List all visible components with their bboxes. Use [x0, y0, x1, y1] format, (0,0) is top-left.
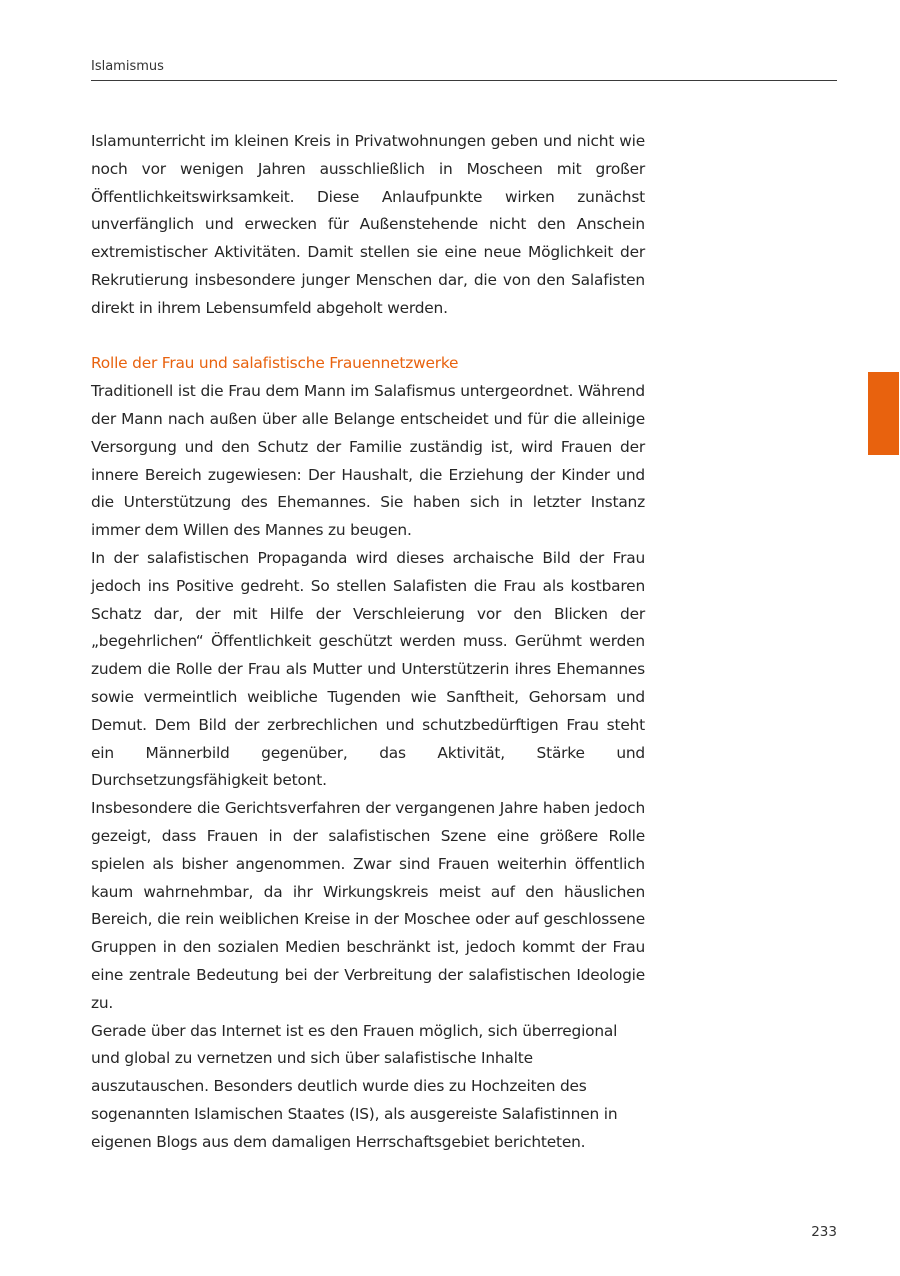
body-text — [91, 128, 645, 1156]
paragraph-internet-networks: Gerade über das Internet ist es den Frauen möglich, sich überregional und global zu vernetzen und sich über salafistische Inhalte auszutauschen. Besonders deutlich wurde dies zu Hochzeiten des sogenannten Islamischen Staates (IS), als ausgereiste Salafistinnen in eigenen Blogs aus dem damaligen Herrschaftsgebiet berichteten. — [91, 1021, 618, 1151]
paragraph-propaganda: In der salafistischen Propaganda wird dieses archaische Bild der Frau jedoch ins Positive gedreht. So stellen Salafisten die Frau als kostbaren Schatz dar, der mit Hilfe der Verschleierung vor den Blicken der „begehrlichen“ Öffentlichkeit geschützt werden muss. Gerühmt werden zudem die Rolle der Frau als Mutter und Unterstützerin ihres Ehemannes sowie vermeintlich weibliche Tugenden wie Sanftheit, Gehorsam und Demut. Dem Bild der zerbrechlichen und schutzbedürftigen Frau steht ein Männerbild gegenüber, das Aktivität, Stärke und Durchsetzungsfähigkeit betont. — [91, 548, 645, 790]
intro-paragraph: Islamunterricht im kleinen Kreis in Privatwohnungen geben und nicht wie noch vor wenigen Jahren ausschließlich in Moscheen mit großer Öffentlichkeitswirksamkeit. Diese Anlaufpunkte wirken zunächst unverfänglich und erwecken für Außenstehende nicht den Anschein extremistischer Aktivitäten. Damit stellen sie eine neue Möglichkeit der Rekrutierung insbesondere junger Menschen dar, die von den Salafisten direkt in ihrem Lebensumfeld abgeholt werden. — [91, 132, 645, 317]
page-number: 233 — [811, 1224, 837, 1240]
header-rule — [91, 80, 837, 81]
paragraph-role-of-women: Traditionell ist die Frau dem Mann im Salafismus untergeordnet. Während der Mann nach außen über alle Belange entscheidet und für die alleinige Versorgung und den Schutz der Familie zuständig ist, wird Frauen der innere Bereich zugewiesen: Der Haushalt, die Erziehung der Kinder und die Unterstützung des Ehemannes. Sie haben sich in letzter Instanz immer dem Willen des Mannes zu beugen. — [91, 382, 645, 540]
section-heading: Rolle der Frau und salafistische Frauennetzwerke — [91, 354, 459, 373]
paragraph-court-cases: Insbesondere die Gerichtsverfahren der vergangenen Jahre haben jedoch gezeigt, dass Frauen in der salafistischen Szene eine größere Rolle spielen als bisher angenommen. Zwar sind Frauen weiterhin öffentlich kaum wahrnehmbar, da ihr Wirkungskreis meist auf den häuslichen Bereich, die rein weiblichen Kreise in der Moschee oder auf geschlossene Gruppen in den sozialen Medien beschränkt ist, jedoch kommt der Frau eine zentrale Bedeutung bei der Verbreitung der salafistischen Ideologie zu. — [91, 799, 645, 1012]
chapter-tab-marker — [868, 372, 899, 455]
running-head: Islamismus — [91, 59, 164, 74]
